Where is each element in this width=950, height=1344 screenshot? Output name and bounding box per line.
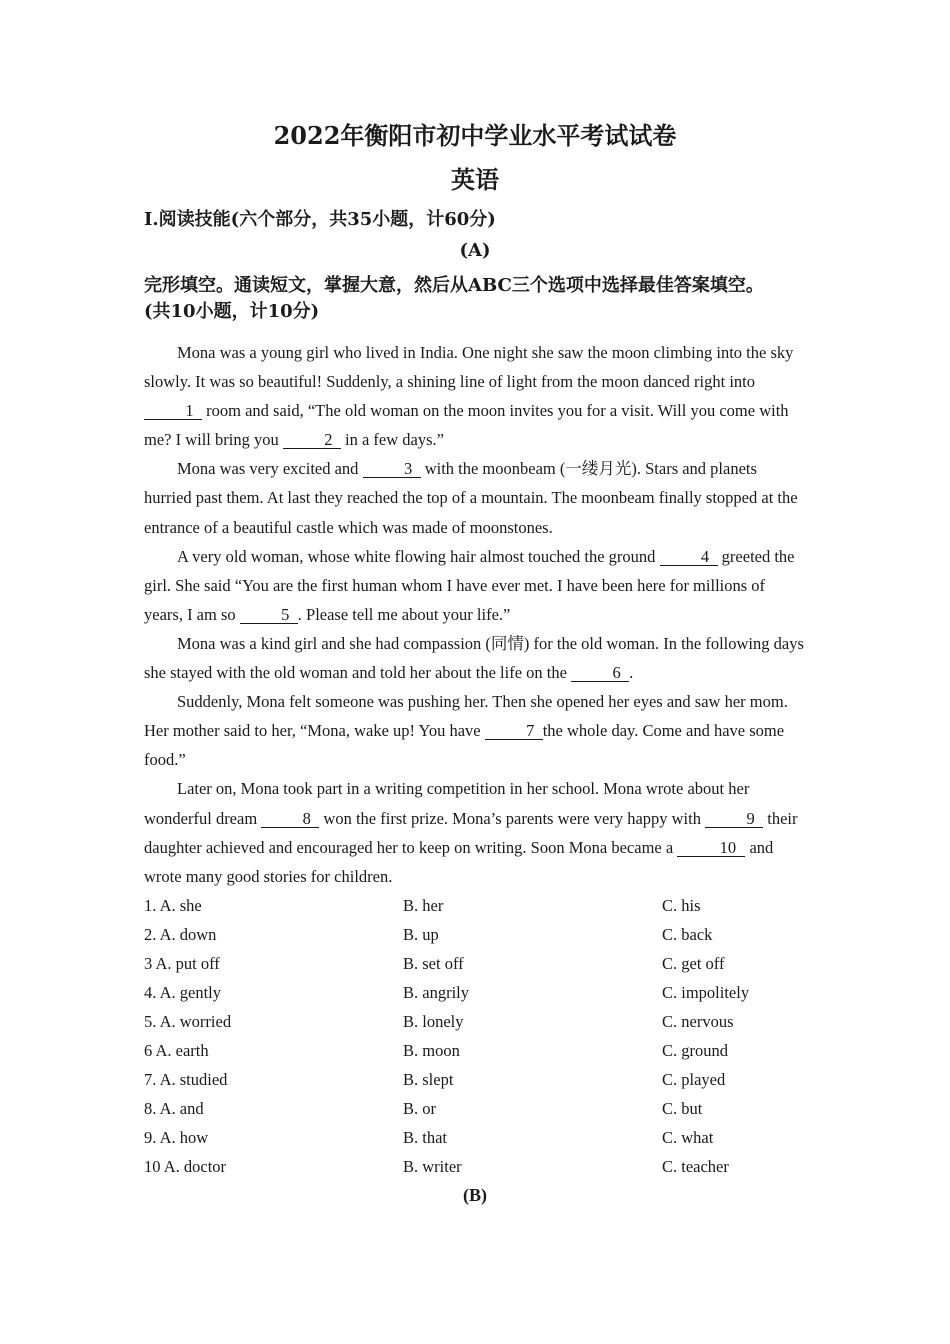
paragraph-4 (144, 629, 806, 687)
option-a: 2. A. down (144, 925, 217, 944)
option-c: C. played (662, 1070, 726, 1089)
option-b: B. or (403, 1099, 436, 1118)
text: Later on, Mona took part in a writing competition in her school. Mona wrote about her wonderful dream (144, 779, 750, 828)
option-row (144, 920, 824, 949)
option-c: C. teacher (662, 1157, 729, 1176)
part-b-label: (B) (463, 1185, 487, 1205)
paragraph-3 (144, 542, 806, 629)
option-b: B. that (403, 1128, 447, 1147)
text: and wrote many good stories for children. (144, 837, 774, 886)
option-a: 8. A. and (144, 1099, 204, 1118)
instruction-line-1: 完形填空。通读短文，掌握大意，然后从ABC三个选项中选择最佳答案填空。 (144, 275, 764, 296)
option-c: C. ground (662, 1041, 728, 1060)
text: the whole day. Come and have some food.” (144, 721, 785, 770)
text: their daughter achieved and encouraged her to keep on writing. Soon Mona became a (144, 808, 798, 857)
text: Suddenly, Mona felt someone was pushing her. Then she opened her eyes and saw her mom. Her mother said to her, “Mona, wake up! You have (144, 692, 788, 741)
option-c: C. impolitely (662, 983, 750, 1002)
option-a: 9. A. how (144, 1128, 209, 1147)
blank-4: 4 (660, 548, 718, 566)
section-heading: I.阅读技能(六个部分，共35小题，计60分) (144, 209, 496, 230)
cloze-instruction (144, 273, 814, 325)
paragraph-2 (144, 454, 806, 541)
option-row (144, 1036, 824, 1065)
option-b: B. slept (403, 1070, 454, 1089)
answer-options (144, 891, 824, 1181)
text: in a few days.” (340, 430, 444, 450)
blank-1: 1 (144, 402, 202, 420)
option-row (144, 949, 824, 978)
option-c: C. but (662, 1099, 703, 1118)
option-row (144, 1065, 824, 1094)
option-c: C. get off (662, 954, 725, 973)
instruction-line-2: (共10小题，计10分) (144, 301, 320, 322)
text: A very old woman, whose white flowing hair almost touched the ground (177, 546, 660, 566)
text: Mona was a kind girl and she had compassion (同情) for the old woman. In the following days she stayed with the old woman and told her about the life on the (144, 633, 804, 683)
exam-title: 2022年衡阳市初中学业水平考试试卷 (273, 121, 677, 150)
option-row (144, 891, 824, 920)
option-b: B. set off (403, 954, 464, 973)
blank-10: 10 (677, 839, 745, 857)
blank-6: 6 (571, 664, 629, 682)
text: with the moonbeam (一缕月光). Stars and planets hurried past them. At last they reached the top of a mountain. The moonbeam finally stopped at the entrance of a beautiful castle which was made of moonstones. (144, 459, 798, 537)
paragraph-1 (144, 338, 806, 454)
option-a: 1. A. she (144, 896, 202, 915)
option-b: B. angrily (403, 983, 469, 1002)
paragraph-6 (144, 774, 806, 890)
text: room and said, “The old woman on the moon invites you for a visit. Will you come with me? I will bring you (144, 401, 789, 450)
blank-9: 9 (705, 810, 763, 828)
text: . (629, 663, 634, 683)
option-row (144, 978, 824, 1007)
text: Mona was very excited and (177, 459, 363, 479)
option-a: 6 A. earth (144, 1041, 209, 1060)
option-row (144, 1094, 824, 1123)
option-row (144, 1007, 824, 1036)
option-c: C. nervous (662, 1012, 734, 1031)
option-c: C. his (662, 896, 701, 915)
text: won the first prize. Mona’s parents were very happy with (319, 808, 706, 828)
text: Mona was a young girl who lived in India. One night she saw the moon climbing into the sky slowly. It was so beautiful! Suddenly, a shining line of light from the moon danced right into (144, 343, 794, 392)
text: . Please tell me about your life.” (297, 604, 511, 624)
option-a: 3 A. put off (144, 954, 220, 973)
blank-2: 2 (283, 431, 341, 449)
option-a: 5. A. worried (144, 1012, 232, 1031)
option-row (144, 1123, 824, 1152)
text: greeted the girl. She said “You are the first human whom I have ever met. I have been here for millions of years, I am so (144, 546, 795, 624)
cloze-passage (144, 338, 806, 891)
part-a-label: (A) (459, 240, 491, 261)
blank-5: 5 (240, 606, 298, 624)
blank-7: 7 (485, 722, 543, 740)
option-c: C. what (662, 1128, 714, 1147)
option-a: 4. A. gently (144, 983, 221, 1002)
option-b: B. lonely (403, 1012, 464, 1031)
blank-8: 8 (261, 810, 319, 828)
option-b: B. writer (403, 1157, 462, 1176)
option-b: B. up (403, 925, 439, 944)
option-row (144, 1152, 824, 1181)
option-a: 7. A. studied (144, 1070, 228, 1089)
option-c: C. back (662, 925, 713, 944)
option-b: B. moon (403, 1041, 460, 1060)
paragraph-5 (144, 687, 806, 774)
blank-3: 3 (363, 460, 421, 478)
subject-title: 英语 (451, 165, 499, 194)
option-b: B. her (403, 896, 444, 915)
option-a: 10 A. doctor (144, 1157, 227, 1176)
